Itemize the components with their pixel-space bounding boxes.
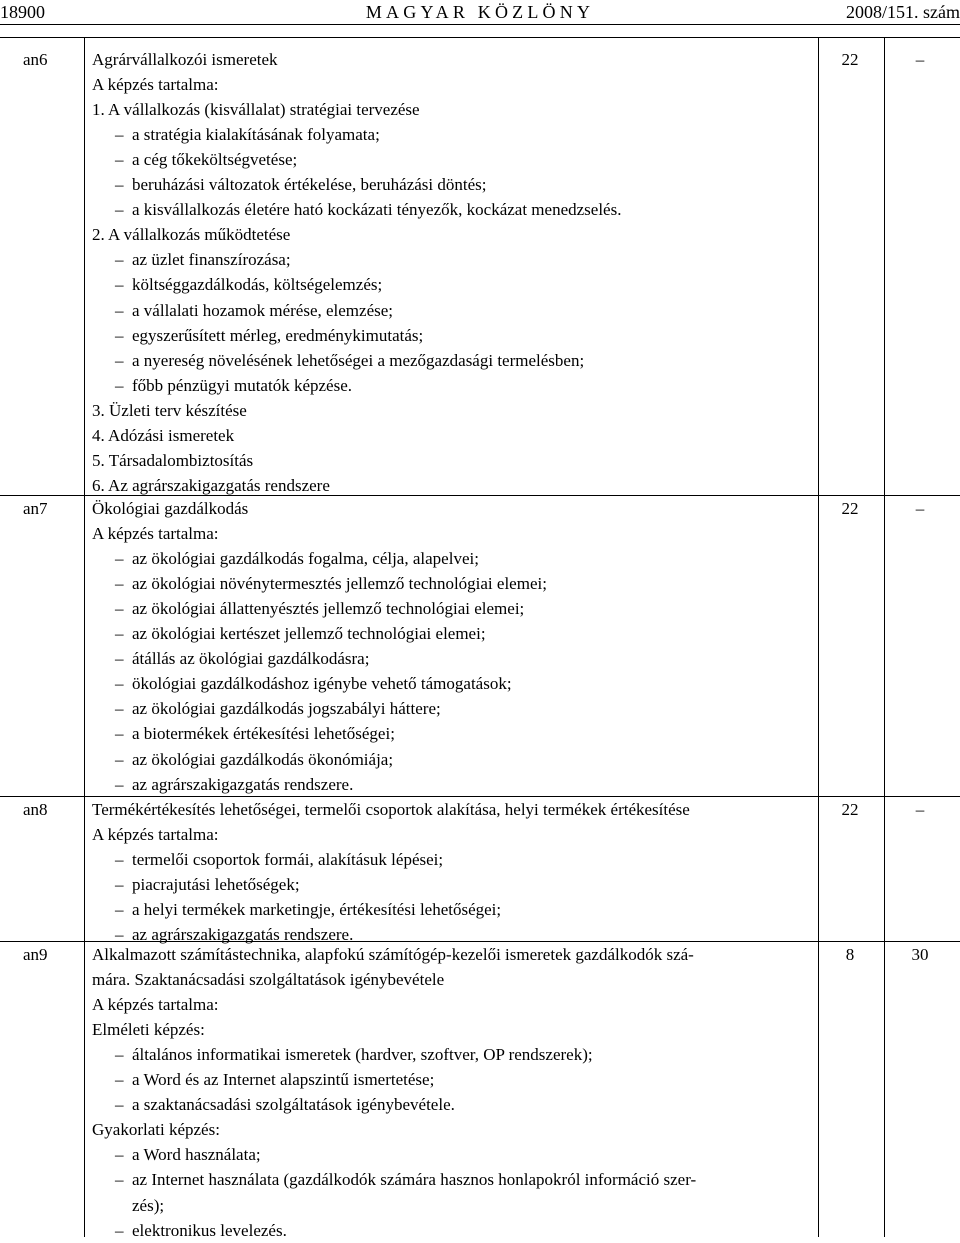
list-item: termelői csoportok formái, alakításuk lépései; [132,850,444,870]
list-item: a szaktanácsadási szolgáltatások igénybevétele. [132,1095,455,1115]
list-item: a Word használata; [132,1145,261,1165]
content-label: A képzés tartalma: [92,825,219,845]
bullet-dash: – [115,150,124,170]
list-item: az agrárszakigazgatás rendszere. [132,925,354,945]
bullet-dash: – [115,1145,124,1165]
list-item: elektronikus levelezés. [132,1220,287,1240]
bullet-dash: – [115,1070,124,1090]
list-item: az ökológiai állattenyésztés jellemző technológiai elemei; [132,599,525,619]
bullet-dash: – [115,250,124,270]
journal-title: MAGYAR KÖZLÖNY [365,2,595,22]
section-title: mára. Szaktanácsadási szolgáltatások igénybevétele [92,970,445,990]
bullet-dash: – [115,350,124,370]
list-item: a stratégia kialakításának folyamata; [132,125,380,145]
list-item: az agrárszakigazgatás rendszere. [132,774,354,794]
list-item: átállás az ökológiai gazdálkodásra; [132,649,370,669]
numbered-heading: Elméleti képzés: [92,1020,205,1040]
bullet-dash: – [115,900,124,920]
header-rule [0,24,960,25]
theory-hours: 22 [841,50,859,69]
list-item: a biotermékek értékesítési lehetőségei; [132,724,395,744]
bullet-dash: – [115,300,124,320]
page-number: 18900 [0,2,45,22]
numbered-heading: 5. Társadalombiztosítás [92,450,254,470]
list-item: költséggazdálkodás, költségelemzés; [132,275,383,295]
bullet-dash: – [115,749,124,769]
bullet-dash: – [115,1220,124,1240]
list-item: a Word és az Internet alapszintű ismertetése; [132,1070,435,1090]
bullet-dash: – [115,699,124,719]
column-divider [84,37,85,1237]
theory-hours: 8 [845,945,855,964]
list-item: a kisvállalkozás életére ható kockázati tényezők, kockázat menedzselés. [132,200,622,220]
bullet-dash: – [115,925,124,945]
list-item: a vállalati hozamok mérése, elemzése; [132,300,394,320]
bullet-dash: – [115,774,124,794]
numbered-heading: Gyakorlati képzés: [92,1120,220,1140]
bullet-dash: – [115,724,124,744]
bullet-dash: – [115,649,124,669]
list-item: az Internet használata (gazdálkodók számára hasznos honlapokról információ szer- [132,1170,697,1190]
numbered-heading: 4. Adózási ismeretek [92,425,235,445]
practice-hours: 30 [911,945,929,964]
list-item: a cég tőkeköltségvetése; [132,150,298,170]
issue-number: 2008/151. szám [846,2,960,22]
section-title: Termékértékesítés lehetőségei, termelői csoportok alakítása, helyi termékek értékesítése [92,800,690,819]
section-code: an6 [23,50,48,69]
section-code: an9 [23,945,48,964]
list-item: főbb pénzügyi mutatók képzése. [132,375,352,395]
list-item: ökológiai gazdálkodáshoz igénybe vehető támogatások; [132,674,512,694]
theory-hours: 22 [841,499,859,518]
list-item: a helyi termékek marketingje, értékesítési lehetőségei; [132,900,502,920]
bullet-dash: – [115,375,124,395]
list-item: általános informatikai ismeretek (hardver, szoftver, OP rendszerek); [132,1045,593,1065]
bullet-dash: – [115,875,124,895]
content-label: A képzés tartalma: [92,75,219,95]
list-item: egyszerűsített mérleg, eredménykimutatás; [132,325,424,345]
numbered-heading: 3. Üzleti terv készítése [92,400,247,420]
section-code: an7 [23,499,48,518]
bullet-dash: – [115,1045,124,1065]
list-item: a nyereség növelésének lehetőségei a mezőgazdasági termelésben; [132,350,585,370]
bullet-dash: – [115,549,124,569]
column-divider [818,37,819,1237]
content-label: A képzés tartalma: [92,524,219,544]
numbered-heading: 2. A vállalkozás működtetése [92,225,291,245]
list-item: piacrajutási lehetőségek; [132,875,300,895]
practice-hours: – [915,50,925,69]
bullet-dash: – [115,275,124,295]
bullet-dash: – [115,674,124,694]
theory-hours: 22 [841,800,859,819]
numbered-heading: 1. A vállalkozás (kisvállalat) stratégiai tervezése [92,100,420,120]
section-title: Ökológiai gazdálkodás [92,499,249,518]
table-top-rule [0,37,960,38]
bullet-dash: – [115,574,124,594]
bullet-dash: – [115,1170,124,1190]
bullet-dash: – [115,624,124,644]
list-item: az üzlet finanszírozása; [132,250,291,270]
bullet-dash: – [115,1095,124,1115]
section-title: Alkalmazott számítástechnika, alapfokú számítógép-kezelői ismeretek gazdálkodók szá- [92,945,694,964]
bullet-dash: – [115,200,124,220]
content-label: A képzés tartalma: [92,995,219,1015]
bullet-dash: – [115,599,124,619]
practice-hours: – [915,499,925,518]
bullet-dash: – [115,850,124,870]
column-divider [884,37,885,1237]
list-item: az ökológiai gazdálkodás ökonómiája; [132,749,394,769]
section-code: an8 [23,800,48,819]
section-title: Agrárvállalkozói ismeretek [92,50,278,69]
list-item: az ökológiai növénytermesztés jellemző technológiai elemei; [132,574,547,594]
list-item: az ökológiai gazdálkodás jogszabályi háttere; [132,699,441,719]
list-item: beruházási változatok értékelése, beruházási döntés; [132,175,487,195]
list-item: az ökológiai gazdálkodás fogalma, célja, alapelvei; [132,549,479,569]
practice-hours: – [915,800,925,819]
page-header [0,0,960,24]
bullet-dash: – [115,175,124,195]
list-item-continuation: zés); [132,1195,165,1215]
list-item: az ökológiai kertészet jellemző technológiai elemei; [132,624,486,644]
bullet-dash: – [115,325,124,345]
numbered-heading: 6. Az agrárszakigazgatás rendszere [92,475,330,495]
bullet-dash: – [115,125,124,145]
